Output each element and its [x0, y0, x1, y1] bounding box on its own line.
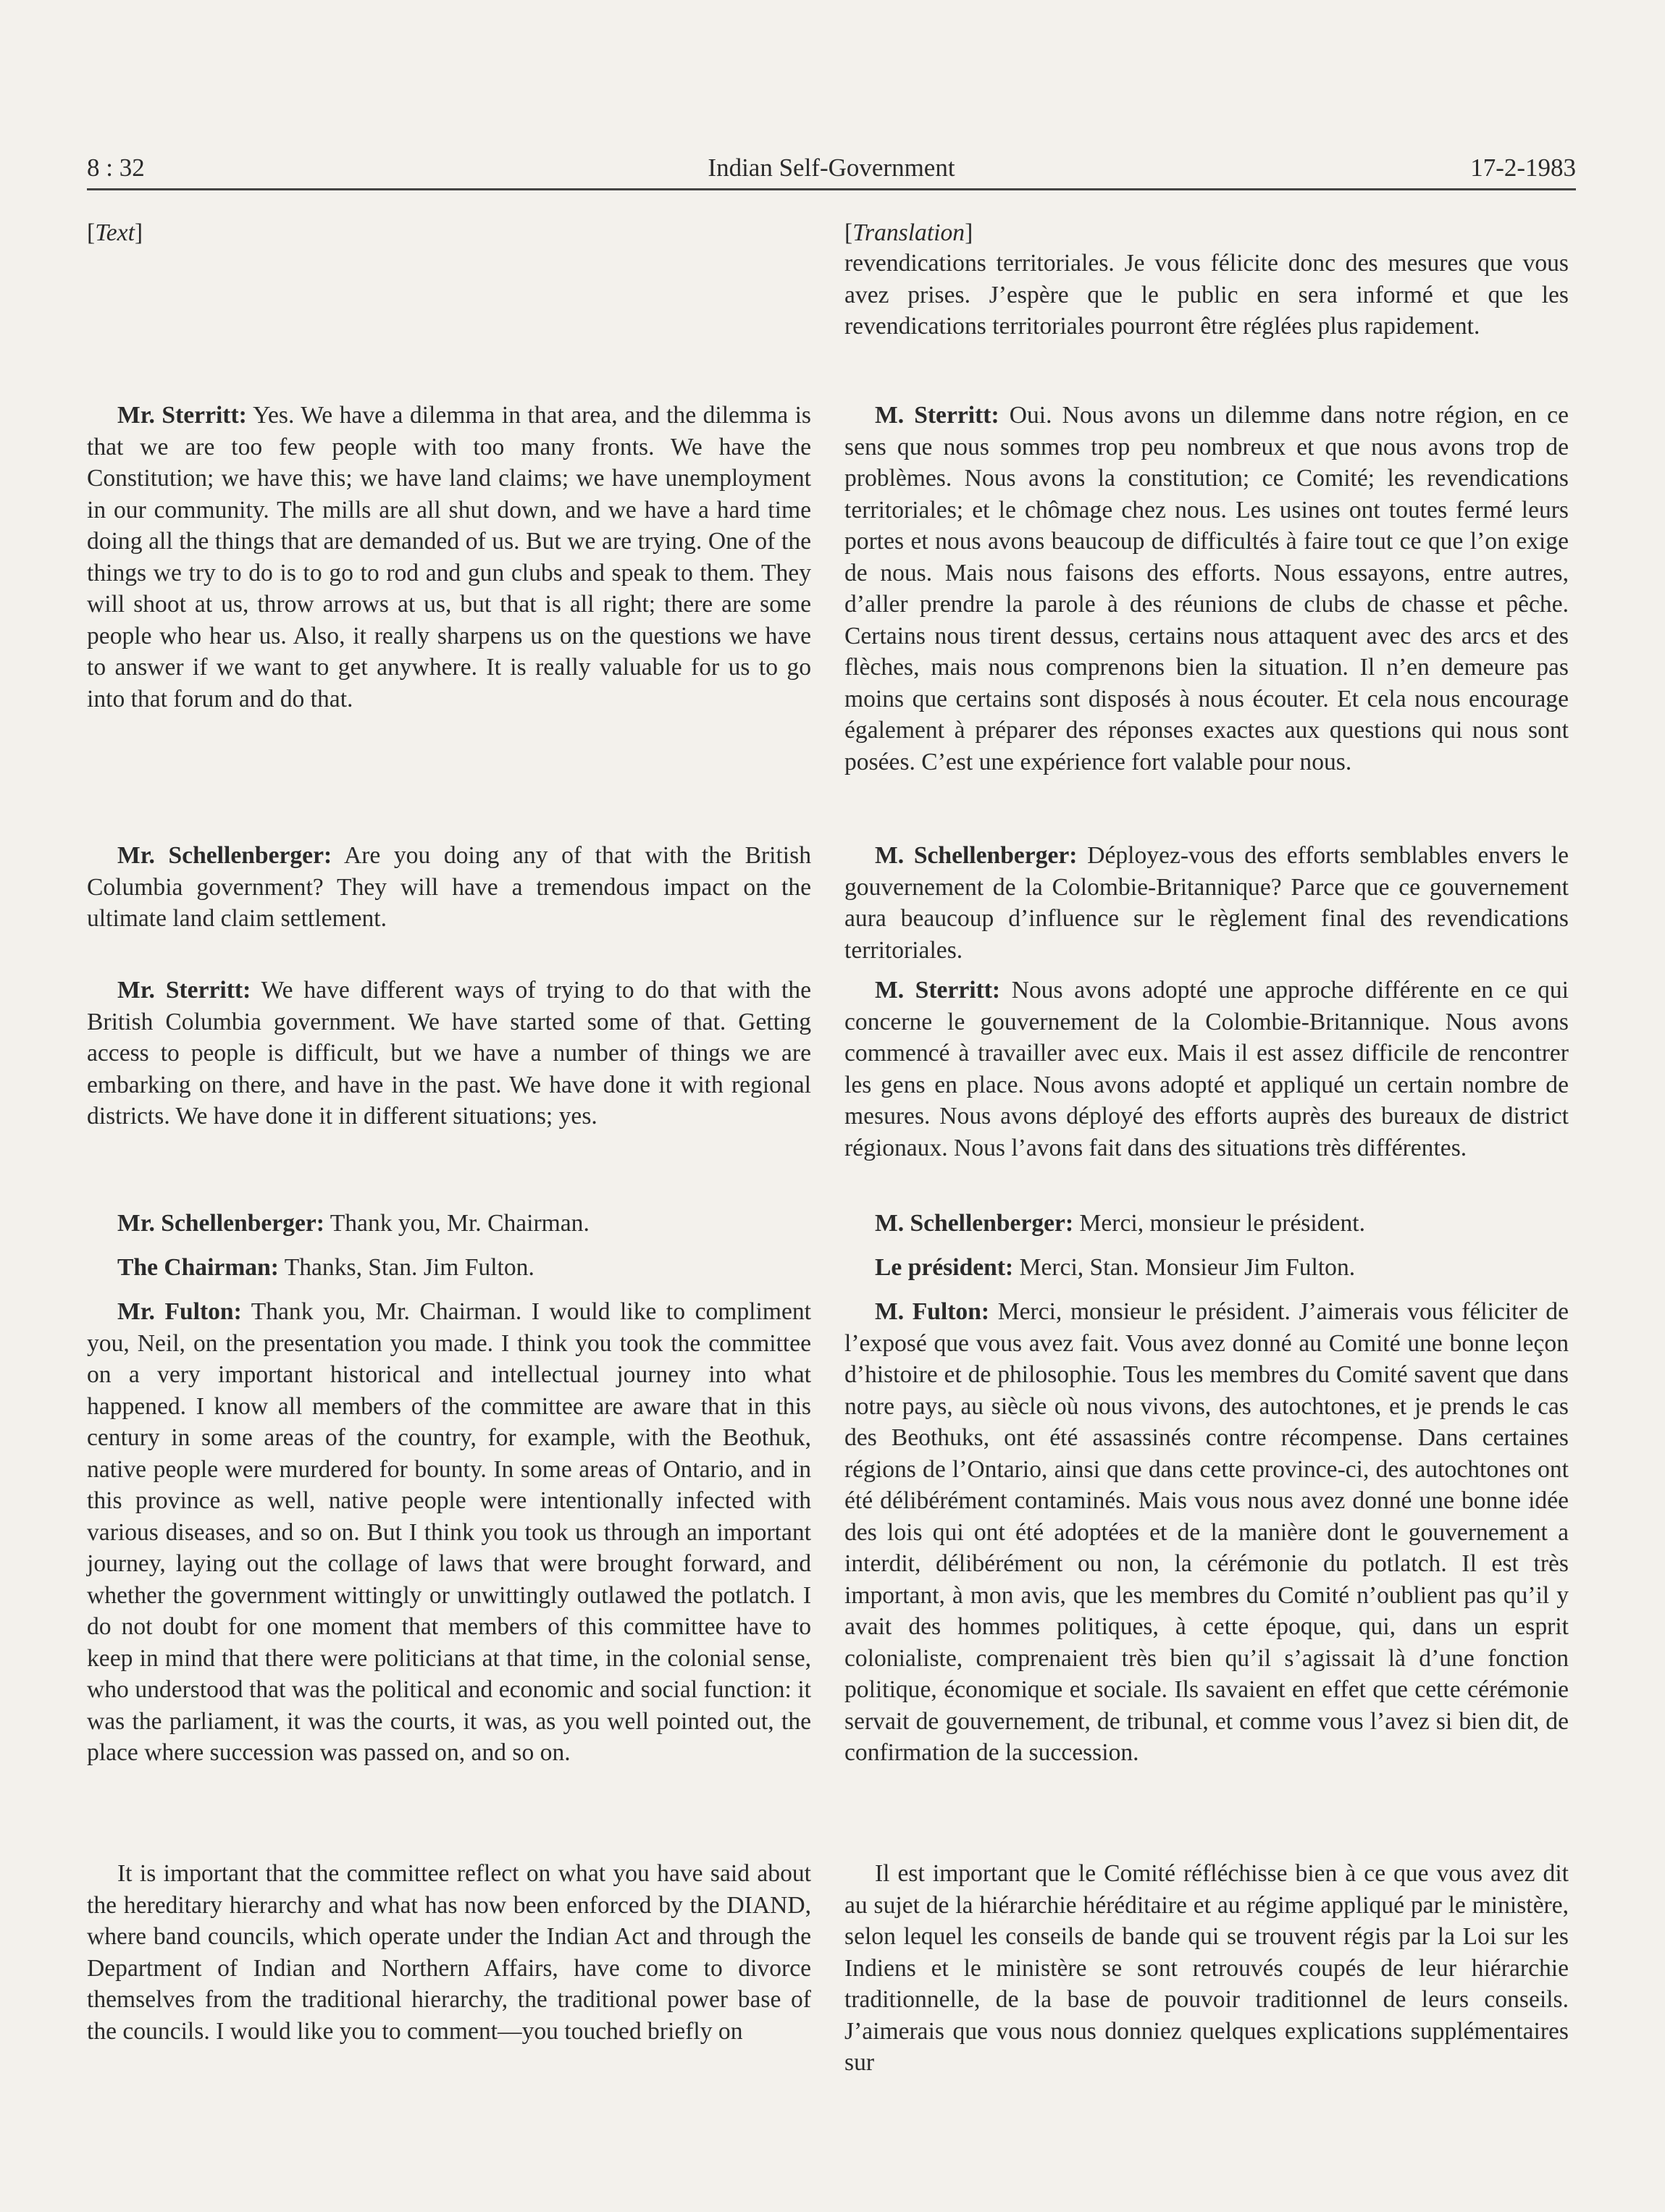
paragraph: Mr. Schellenberger: Are you doing any of that with the British Columbia government? They will have a tremendous impact on the ultimate land claim settlement. [87, 842, 811, 932]
sitting-date: 17-2-1983 [1470, 154, 1576, 182]
paragraph: The Chairman: Thanks, Stan. Jim Fulton. [117, 1254, 534, 1281]
english-column [87, 217, 811, 2172]
paragraph: M. Fulton: Merci, monsieur le président. J’aimerais vous féliciter de l’exposé que vous avez fait. Vous avez donné au Comité une bonne leçon d’histoire et de philosophie. Tous les membres du Comité savent que dans notre pays, au siècle où nous vivons, des autochtones, et je prends le cas des Beothuks, ont été assassinés contre récompense. Dans certaines régions de l’Ontario, ainsi que dans cette province-ci, des autochtones ont été délibérément contaminés. Mais vous nous avez donné une bonne idée des lois qui ont été adoptées et de la manière dont le gouvernement a interdit, délibérément ou non, la cérémonie du potlatch. Il est très important, à mon avis, que les membres du Comité n’oublient pas qu’il y avait des hommes politiques, à cette époque, qui, dans un esprit colonialiste, comprenaient très bien qu’il s’agissait là d’une fonction politique, économique et sociale. Ils savaient en effet que cette cérémonie servait de gouvernement, de tribunal, et comme vous l’avez si bien dit, de confirmation de la succession. [844, 1298, 1569, 1766]
paragraph: M. Schellenberger: Merci, monsieur le président. [875, 1210, 1365, 1237]
paragraph: Il est important que le Comité réfléchisse bien à ce que vous avez dit au sujet de la hiérarchie héréditaire et au régime appliqué par le ministère, selon lequel les conseils de bande qui se trouvent régis par la Loi sur les Indiens et le ministère se sont retrouvés coupés de leur hiérarchie traditionnelle, de la base de pouvoir traditionnel de leurs conseils. J’aimerais que vous nous donniez quelques explications supplémentaires sur [844, 1860, 1569, 2076]
paragraph: M. Sterritt: Oui. Nous avons un dilemme dans notre région, en ce sens que nous sommes trop peu nombreux et que nous avons trop de problèmes. Nous avons la constitution; ce Comité; les revendications territoriales; et le chômage chez nous. Les usines ont toutes fermé leurs portes et nous avons beaucoup de difficultés à faire tout ce que l’on exige de nous. Mais nous faisons des efforts. Nous essayons, entre autres, d’aller prendre la parole à des réunions de clubs de chasse et pêche. Certains nous tirent dessus, certains nous attaquent avec des arcs et des flèches, mais nous comprenons bien la situation. Il n’en demeure pas moins que certains sont disposés à nous écouter. Et cela nous encourage également à préparer des réponses exactes aux questions qui nous sont posées. C’est une expérience fort valable pour nous. [844, 402, 1569, 775]
paragraph: It is important that the committee reflect on what you have said about the hereditary hierarchy and what has now been enforced by the DIAND, where band councils, which operate under the Indian Act and through the Department of Indian and Northern Affairs, have come to divorce themselves from the traditional hierarchy, the traditional power base of the councils. I would like you to comment—you touched briefly on [87, 1860, 811, 2045]
speaker-name: M. Sterritt: [875, 977, 1001, 1004]
speaker-name: Le président: [875, 1254, 1014, 1281]
speaker-name: M. Sterritt: [875, 402, 999, 429]
speaker-name: Mr. Fulton: [117, 1298, 242, 1325]
paragraph: Mr. Schellenberger: Thank you, Mr. Chairman. [117, 1210, 590, 1237]
speaker-name: Mr. Sterritt: [117, 977, 251, 1004]
page-number: 8 : 32 [87, 154, 145, 182]
paragraph: M. Schellenberger: Déployez-vous des efforts semblables envers le gouvernement de la Colombie-Britannique? Parce que ce gouvernement aura beaucoup d’influence sur le règlement final des revendications territoriales. [844, 842, 1569, 964]
paragraph: Mr. Fulton: Thank you, Mr. Chairman. I would like to compliment you, Neil, on the presentation you made. I think you took the committee on a very important historical and intellectual journey into what happened. I know all members of the committee are aware that in this century in some areas of the country, for example, with the Beothuk, native people were murdered for bounty. In some areas of Ontario, and in this province as well, native people were intentionally infected with various diseases, and so on. But I think you took us through an important journey, laying out the collage of laws that were brought forward, and whether the government wittingly or unwittingly outlawed the potlatch. I do not doubt for one moment that members of this committee have to keep in mind that there were politicians at that time, in the colonial sense, who understood that was the political and economic and social function: it was the parliament, it was the courts, it was, as you well pointed out, the place where succession was passed on, and so on. [87, 1298, 811, 1766]
translation-label: [Translation] [844, 219, 973, 246]
paragraph-continued: revendications territoriales. Je vous félicite donc des mesures que vous avez prises. J’espère que le public en sera informé et que les revendications territoriales pourront être réglées plus rapidement. [844, 250, 1569, 340]
speaker-name: Mr. Schellenberger: [117, 1210, 324, 1237]
paragraph: M. Sterritt: Nous avons adopté une approche différente en ce qui concerne le gouvernement de la Colombie-Britannique. Nous avons commencé à travailler avec eux. Mais il est assez difficile de rencontrer les gens en place. Nous avons adopté et appliqué un certain nombre de mesures. Nous avons déployé des efforts auprès des bureaux de district régionaux. Nous l’avons fait dans des situations très différentes. [844, 977, 1569, 1161]
paragraph: Mr. Sterritt: We have different ways of trying to do that with the British Columbia government. We have started some of that. Getting access to people is difficult, but we have a number of things we are embarking on there, and have in the past. We have done it with regional districts. We have done it in different situations; yes. [87, 977, 811, 1130]
speaker-name: M. Fulton: [875, 1298, 990, 1325]
speaker-name: M. Schellenberger: [875, 842, 1078, 869]
speaker-name: The Chairman: [117, 1254, 279, 1281]
header-rule [87, 188, 1576, 190]
running-title: Indian Self-Government [708, 154, 955, 182]
paragraph: Mr. Sterritt: Yes. We have a dilemma in that area, and the dilemma is that we are too few people with too many fronts. We have the Constitution; we have this; we have land claims; we have unemployment in our community. The mills are all shut down, and we have a hard time doing all the things that are demanded of us. But we are trying. One of the things we try to do is to go to rod and gun clubs and speak to them. They will shoot at us, throw arrows at us, but that is all right; there are some people who hear us. Also, it really sharpens us on the questions we have to answer if we want to get anywhere. It is really valuable for us to go into that forum and do that. [87, 402, 811, 712]
paragraph: Le président: Merci, Stan. Monsieur Jim Fulton. [875, 1254, 1356, 1281]
text-label: [Text] [87, 219, 143, 246]
speaker-name: M. Schellenberger: [875, 1210, 1074, 1237]
speaker-name: Mr. Sterritt: [117, 402, 247, 429]
translation-column [844, 217, 1569, 2172]
page-header [87, 154, 1576, 191]
speaker-name: Mr. Schellenberger: [117, 842, 332, 869]
